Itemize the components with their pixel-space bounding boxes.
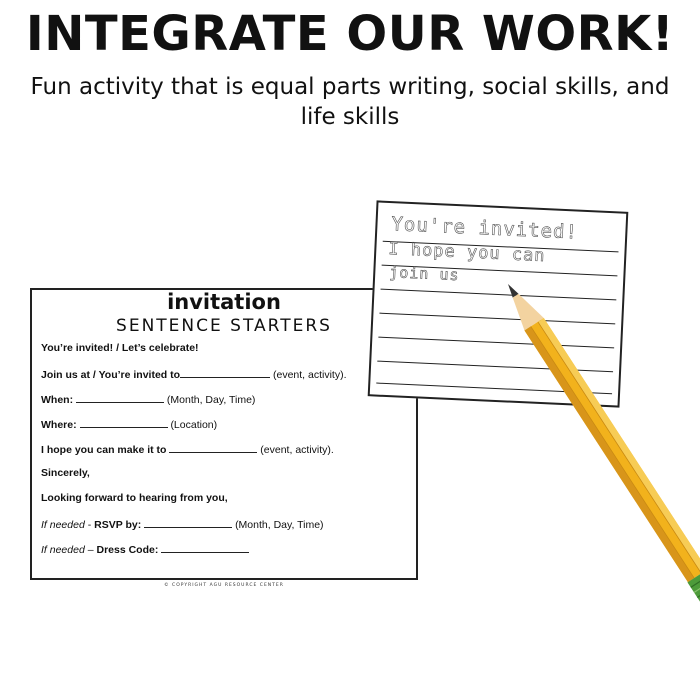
- starter-text: Looking forward to hearing from you,: [41, 492, 228, 504]
- starter-text: Join us at / You’re invited to: [41, 369, 181, 381]
- starter-note: If needed: [41, 519, 85, 531]
- starter-hint: (event, activity).: [272, 369, 347, 381]
- worksheet-title: invitation: [167, 290, 281, 314]
- worksheet-subtitle: SENTENCE STARTERS: [116, 316, 332, 336]
- starter-text: Where:: [41, 419, 77, 431]
- starter-text: I hope you can make it to: [41, 444, 167, 456]
- starter-text: RSVP by:: [94, 519, 142, 531]
- handwritten-line: join us: [388, 263, 460, 285]
- subheadline: Fun activity that is equal parts writing, social skills, and life skills: [30, 74, 670, 130]
- starter-text: You’re invited! / Let’s celebrate!: [41, 342, 199, 354]
- starter-hint: (Location): [170, 419, 218, 431]
- handwritten-line: I hope you can: [387, 238, 546, 267]
- starter-dash: -: [84, 519, 95, 531]
- starter-dash: –: [84, 544, 97, 556]
- starter-note: If needed: [41, 544, 85, 556]
- pencil-icon: [498, 277, 700, 621]
- headline: INTEGRATE OUR WORK!: [25, 6, 675, 62]
- starter-text: Sincerely,: [41, 467, 90, 479]
- starter-text: When:: [41, 394, 74, 406]
- starter-hint: (Month, Day, Time): [235, 519, 324, 531]
- copyright-notice: © COPYRIGHT AGU RESOURCE CENTER: [164, 583, 284, 588]
- starter-hint: (event, activity).: [260, 444, 334, 456]
- starter-text: Dress Code:: [96, 544, 159, 556]
- handwritten-line: You're invited!: [391, 213, 579, 244]
- starter-hint: (Month, Day, Time): [166, 394, 256, 406]
